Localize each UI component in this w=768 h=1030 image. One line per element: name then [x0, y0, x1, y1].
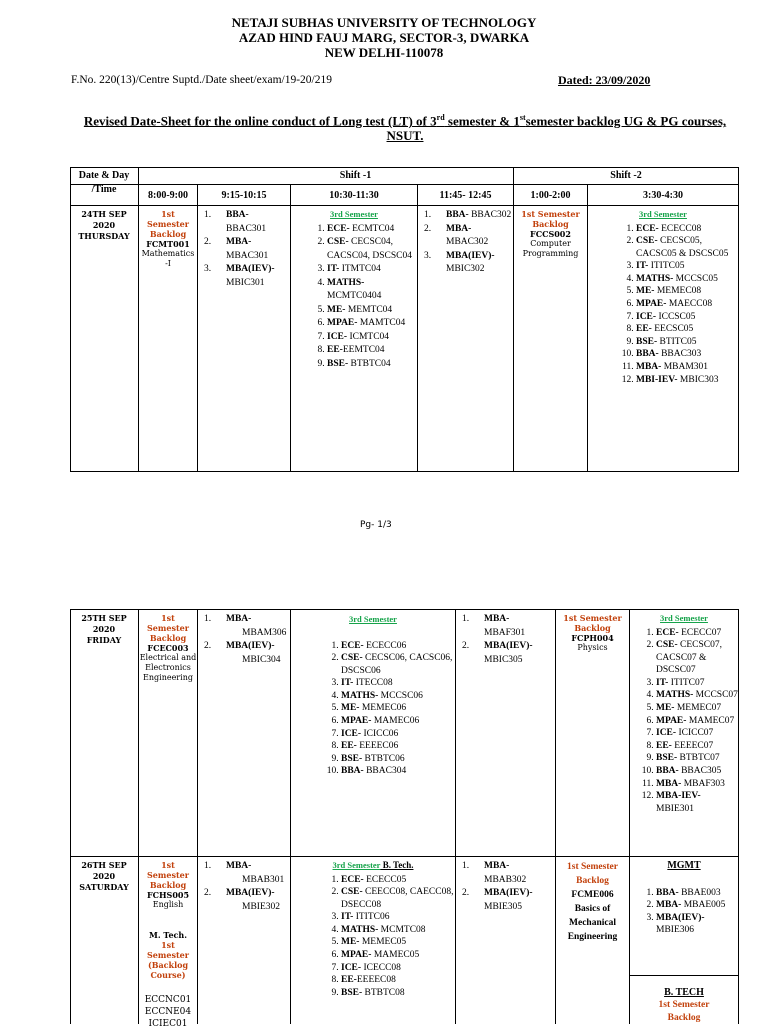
list-item: 10. BBA- BBAC304: [341, 765, 455, 778]
row2-date: 25TH SEP 2020 FRIDAY: [81, 613, 127, 645]
row3-slot6-btech: B. TECH 1st Semester Backlog: [658, 987, 710, 1023]
list-item: 1. ECE- ECECC08: [636, 223, 738, 236]
slot-1: 8:00-9:00: [148, 190, 188, 201]
row1-slot6: 3rd Semester 1. ECE- ECECC08 2. CSE- CECSC05, CACSC05 & DSCSC05 3. IT- ITITC05 4. MATHS- MCCSC05 5. ME- MEMEC08 6. MPAE- MAECC08 7. ICE- ICCSC05 8. EE- EECSC05 9. BSE- BTITC05 10. BBA- BBAC303 11. MBA- MBAM301 12. MBI-IEV- MBIC303: [588, 208, 738, 386]
row2-slot2: 1. MBA- MBAM306 2. MBA(IEV)- MBIC304: [204, 614, 287, 665]
list-item: 12. MBA-IEV- MBIE301: [656, 790, 738, 815]
list-item: 3. IT- ITITC06: [341, 911, 455, 924]
list-item: 1. ECE- ECECC05: [341, 874, 455, 887]
row3-slot3: 3rd Semester B. Tech. 1. ECE- ECECC05 2. CSE- CEECC08, CAECC08, DSECC08 3. IT- ITITC06 4. MATHS- MCMTC08 5. ME- MEMEC05 6. MPAE- MAMEC05 7. ICE- ICECC08 8. EE-EEEEC08 9. BSE- BTBTC08: [291, 859, 455, 999]
row3-slot5: 1st Semester Backlog FCME006 Basics of Mechanical Engineering: [567, 862, 618, 942]
list-item: 7. ICE- ICECC08: [341, 962, 455, 975]
row1-slot5: 1st Semester Backlog FCCS002 Computer Programming: [521, 209, 580, 258]
list-item: 6. MPAE- MAMTC04: [327, 317, 417, 331]
list-item: 11. MBA- MBAM301: [636, 361, 738, 374]
row3-slot6: MGMT 1. BBA- BBAE003 2. MBA- MBAE005 3. MBA(IEV)- MBIE306: [630, 859, 738, 937]
list-item: 8. EE- EEEEC06: [341, 740, 455, 753]
list-item: 10. BBA- BBAC303: [636, 348, 738, 361]
header-shift-2: Shift -2: [610, 170, 642, 181]
list-item: 9. BSE- BTITC05: [636, 336, 738, 349]
row3-slot4: 1. MBA- MBAB302 2. MBA(IEV)- MBIE305: [462, 861, 533, 912]
row2-slot4: 1. MBA- MBAF301 2. MBA(IEV)- MBIC305: [462, 614, 533, 665]
row1-slot4: 1. BBA- BBAC302 2. MBA- MBAC302 3. MBA(IEV)- MBIC302: [424, 210, 512, 274]
row2-slot6: 3rd Semester 1. ECE- ECECC07 2. CSE- CECSC07, CACSC07 & DSCSC07 3. IT- ITITC07 4. MATHS- MCCSC07 5. ME- MEMEC07 6. MPAE- MAMEC07 7. ICE- ICICC07 8. EE- EEEEC07 9. BSE- BTBTC07 10. BBA- BBAC305 11. MBA- MBAF303 12. MBA-IEV- MBIE301: [630, 612, 738, 815]
address-line: AZAD HIND FAUJ MARG, SECTOR-3, DWARKA: [238, 30, 530, 45]
list-item: 2. CSE- CECSC06, CACSC06, DSCSC06: [341, 652, 455, 677]
list-item: 3. IT- ITECC08: [341, 677, 455, 690]
list-item: 9. BSE- BTBTC07: [656, 752, 738, 765]
list-item: 8. EE- EEEEC07: [656, 740, 738, 753]
list-item: 6. MPAE- MAMEC07: [656, 715, 738, 728]
list-item: 5. ME- MEMEC05: [341, 936, 455, 949]
list-item: 8. EE-EEMTC04: [327, 344, 417, 358]
list-item: 12. MBI-IEV- MBIC303: [636, 374, 738, 387]
dated: Dated: 23/09/2020: [558, 73, 651, 87]
list-item: 9. BSE- BTBTC08: [341, 987, 455, 1000]
list-item: 4. MATHS- MCCSC06: [341, 690, 455, 703]
list-item: 1. ECE- ECECC07: [656, 627, 738, 640]
header-date-day: Date & Day /Time: [78, 170, 130, 195]
list-item: 6. MPAE- MAMEC05: [341, 949, 455, 962]
row1-date: 24TH SEP 2020 THURSDAY: [78, 209, 130, 241]
list-item: 6. MPAE- MAECC08: [636, 298, 738, 311]
list-item: 9. BSE- BTBTC06: [341, 753, 455, 766]
file-number: F.No. 220(13)/Centre Suptd./Date sheet/exam/19-20/219: [71, 74, 332, 86]
list-item: 2. CSE- CECSC05, CACSC05 & DSCSC05: [636, 235, 738, 260]
slot-2: 9:15-10:15: [221, 190, 267, 201]
list-item: 7. ICE- ICICC06: [341, 728, 455, 741]
list-item: 6. MPAE- MAMEC06: [341, 715, 455, 728]
list-item: 3. MBA(IEV)- MBIE306: [656, 912, 738, 937]
slot-4: 11:45- 12:45: [439, 190, 492, 201]
row2-slot1: 1st Semester Backlog FCEC003 Electrical and Electronics Engineering: [139, 613, 197, 682]
row3-slot2: 1. MBA- MBAB301 2. MBA(IEV)- MBIE302: [204, 861, 285, 912]
page-number: Pg- 1/3: [360, 520, 392, 530]
row1-slot2: 1. BBA- BBAC301 2. MBA- MBAC301 3. MBA(IEV)- MBIC301: [204, 210, 275, 288]
list-item: 9. BSE- BTBTC04: [327, 358, 417, 372]
slot-5: 1:00-2:00: [530, 190, 571, 201]
list-item: 1. ECE- ECECC06: [341, 640, 455, 653]
list-item: 5. ME- MEMEC06: [341, 702, 455, 715]
list-item: 10. BBA- BBAC305: [656, 765, 738, 778]
header-shift-1: Shift -1: [339, 170, 372, 181]
list-item: 1. ECE- ECMTC04: [327, 223, 417, 237]
row2-slot5: 1st Semester Backlog FCPH004 Physics: [563, 613, 622, 652]
row2-slot3: 3rd Semester 1. ECE- ECECC06 2. CSE- CECSC06, CACSC06, DSCSC06 3. IT- ITECC08 4. MATHS- MCCSC06 5. ME- MEMEC06 6. MPAE- MAMEC06 7. ICE- ICICC06 8. EE- EEEEC06 9. BSE- BTBTC06 10. BBA- BBAC304: [291, 613, 455, 778]
list-item: 8. EE-EEEEC08: [341, 974, 455, 987]
university-name: NETAJI SUBHAS UNIVERSITY OF TECHNOLOGY: [231, 15, 537, 30]
row3-slot1: 1st Semester Backlog FCHS005 English M. Tech. 1st Semester (Backlog Course) ECCNC01 ECCNE04 ICIEC01: [144, 860, 192, 1029]
list-item: 8. EE- EECSC05: [636, 323, 738, 336]
list-item: 7. ICE- ICCSC05: [636, 311, 738, 324]
list-item: 3. IT- ITITC07: [656, 677, 738, 690]
list-item: 4. MATHS- MCMTC0404: [327, 277, 417, 304]
list-item: 5. ME- MEMTC04: [327, 304, 417, 318]
document-title: Revised Date-Sheet for the online conduct of Long test (LT) of 3rd semester & 1stsemester backlog UG & PG courses, NSUT.: [83, 113, 727, 144]
list-item: 2. MBA- MBAE005: [656, 899, 738, 912]
list-item: 2. CSE- CECSC07, CACSC07 & DSCSC07: [656, 639, 738, 677]
list-item: 5. ME- MEMEC08: [636, 285, 738, 298]
list-item: 2. CSE- CEECC08, CAECC08, DSECC08: [341, 886, 455, 911]
list-item: 4. MATHS- MCCSC05: [636, 273, 738, 286]
list-item: 5. ME- MEMEC07: [656, 702, 738, 715]
slot-6: 3:30-4:30: [643, 190, 683, 201]
row1-slot1: 1st Semester Backlog FCMT001 Mathematics -I: [141, 209, 195, 268]
row3-date: 26TH SEP 2020 SATURDAY: [79, 860, 129, 892]
list-item: 4. MATHS- MCCSC07: [656, 689, 738, 702]
list-item: 3. IT- ITITC05: [636, 260, 738, 273]
list-item: 11. MBA- MBAF303: [656, 778, 738, 791]
slot-3: 10:30-11:30: [329, 190, 379, 201]
list-item: 4. MATHS- MCMTC08: [341, 924, 455, 937]
list-item: 2. CSE- CECSC04, CACSC04, DSCSC04: [327, 236, 417, 263]
row1-slot3: 3rd Semester 1. ECE- ECMTC04 2. CSE- CECSC04, CACSC04, DSCSC04 3. IT- ITMTC04 4. MATHS- MCMTC0404 5. ME- MEMTC04 6. MPAE- MAMTC04 7. ICE- ICMTC04 8. EE-EEMTC04 9. BSE- BTBTC04: [291, 208, 417, 371]
list-item: 1. BBA- BBAE003: [656, 887, 738, 900]
city-line: NEW DELHI-110078: [324, 45, 444, 60]
list-item: 7. ICE- ICMTC04: [327, 331, 417, 345]
list-item: 3. IT- ITMTC04: [327, 263, 417, 277]
list-item: 7. ICE- ICICC07: [656, 727, 738, 740]
